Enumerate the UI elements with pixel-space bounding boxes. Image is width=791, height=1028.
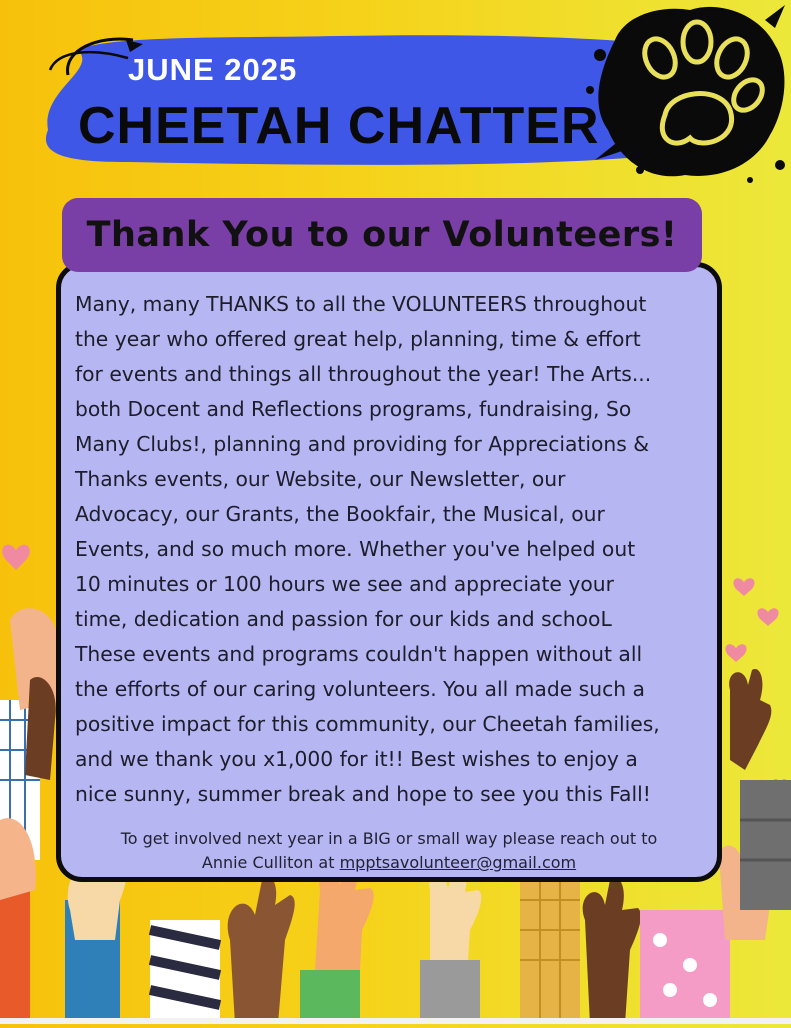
paw-print-icon	[580, 0, 791, 185]
section-heading-banner	[62, 198, 702, 272]
contact-line: To get involved next year in a BIG or small way please reach out to	[120, 829, 658, 848]
contact-name: Annie Culliton at	[201, 853, 340, 872]
newsletter-title: CHEETAH CHATTER	[78, 97, 600, 155]
contact-line-2	[61, 851, 717, 875]
contact-info	[61, 827, 717, 875]
article-box	[56, 262, 722, 882]
article-body: Many, many THANKS to all the VOLUNTEERS throughout the year who offered great help, planning, time & effort for events and things all throughout the year! The Arts... both Docent and Reflections programs, fundraising, So Many Clubs!, planning and providing for Appreciations & Thanks events, our Website, our Newsletter, our Advocacy, our Grants, the Bookfair, the Musical, our Events, and so much more. Whether you've helped out 10 minutes or 100 hours we see and appreciate your time, dedication and passion for our kids and schooL These events and programs couldn't happen without all the efforts of our caring volunteers. You all made such a positive impact for this community, our Cheetah families, and we thank you x1,000 for it!! Best wishes to enjoy a nice sunny, summer break and hope to see you this Fall!	[75, 292, 660, 806]
edition-date: JUNE 2025	[128, 52, 298, 87]
section-heading: Thank You to our Volunteers!	[86, 215, 678, 255]
volunteer-email-link[interactable]: mpptsavolunteer@gmail.com	[339, 853, 577, 872]
